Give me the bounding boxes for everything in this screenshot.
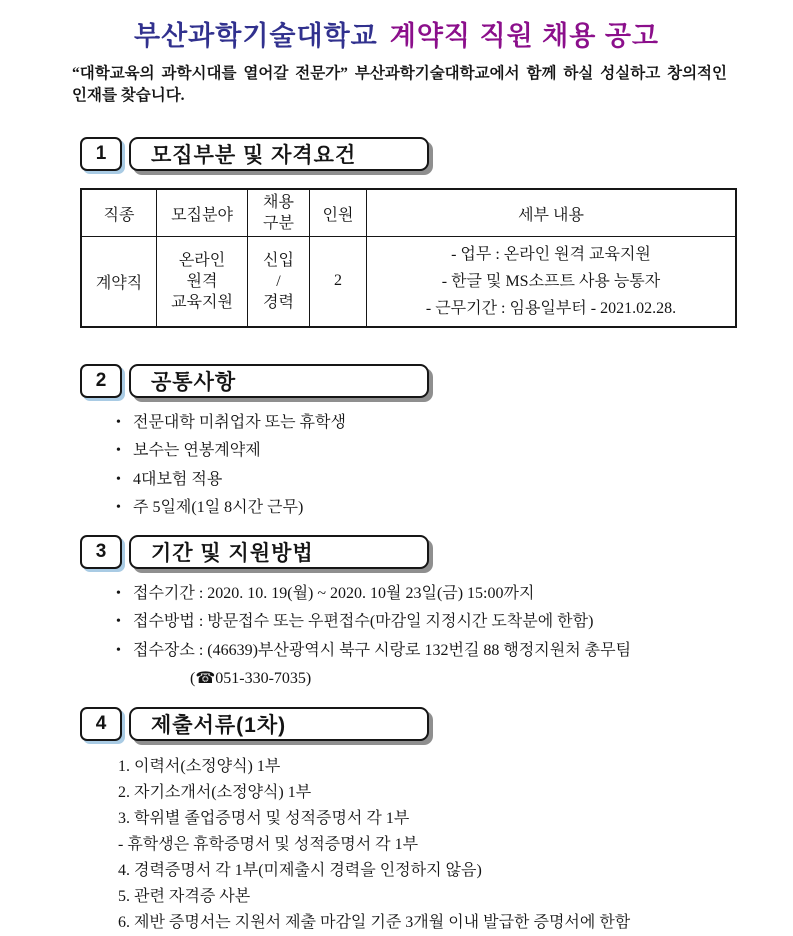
title-university: 부산과학기술대학교: [134, 21, 378, 51]
apply-items-list: [116, 580, 793, 666]
list-item: 5. 관련 자격증 사본: [118, 888, 251, 905]
section-3-heading: 기간 및 지원방법: [129, 535, 429, 569]
table-cell-count: 2: [310, 237, 367, 327]
list-item: • 접수기간 : 2020. 10. 19(월) ~ 2020. 10월 23일(금) 15:00까지: [116, 580, 793, 609]
bullet-icon: •: [116, 614, 121, 629]
section-3-number: 3: [80, 535, 122, 569]
table-cell-details: - 업무 : 온라인 원격 교육지원 - 한글 및 MS소프트 사용 능통자 - 근무기간 : 임용일부터 - 2021.02.28.: [367, 237, 737, 327]
common-items-list: [116, 409, 793, 523]
section-1-number: 1: [80, 137, 122, 171]
list-item: 2. 자기소개서(소정양식) 1부: [118, 784, 312, 801]
table-cell-job: 계약직: [81, 237, 157, 327]
bullet-icon: •: [116, 642, 121, 658]
bullet-icon: •: [116, 585, 121, 601]
table-cell-field: 온라인 원격 교육지원: [157, 237, 248, 327]
section-4-header: [80, 707, 793, 747]
list-item: • 접수장소 : (46639)부산광역시 북구 시랑로 132번길 88 행정지원처 총무팀: [116, 637, 793, 666]
table-header-job: 직종: [81, 189, 157, 237]
section-2-heading: 공통사항: [129, 364, 429, 398]
page-title: [0, 0, 793, 53]
bullet-icon: •: [116, 414, 121, 430]
list-item: • 접수방법 : 방문접수 또는 우편접수(마감일 지정시간 도착분에 한함): [116, 608, 793, 637]
list-item: • 주 5일제(1일 8시간 근무): [116, 494, 793, 523]
intro-text: “대학교육의 과학시대를 열어갈 전문가” 부산과학기술대학교에서 함께 하실 성실하고 창의적인 인재를 찾습니다.: [72, 65, 727, 104]
table-row: [81, 237, 736, 327]
table-cell-type: 신입 / 경력: [248, 237, 310, 327]
list-item: 4. 경력증명서 각 1부(미제출시 경력을 인정하지 않음): [118, 862, 482, 879]
section-3-header: [80, 535, 793, 575]
list-item: • 전문대학 미취업자 또는 휴학생: [116, 409, 793, 438]
list-item: • 4대보험 적용: [116, 466, 793, 495]
list-item: • 보수는 연봉계약제: [116, 437, 793, 466]
bullet-icon: •: [116, 500, 121, 515]
list-item: 1. 이력서(소정양식) 1부: [118, 758, 281, 775]
table-header-count: 인원: [310, 189, 367, 237]
section-4-number: 4: [80, 707, 122, 741]
bullet-icon: •: [116, 471, 121, 487]
title-notice: 계약직 직원 채용 공고: [389, 21, 659, 51]
bullet-icon: •: [116, 443, 121, 458]
documents-list: [118, 754, 793, 936]
section-2-number: 2: [80, 364, 122, 398]
section-1-header: [80, 137, 793, 177]
table-header-type: 채용 구분: [248, 189, 310, 237]
section-2-header: [80, 364, 793, 404]
table-header-row: [81, 189, 736, 237]
list-item: - 휴학생은 휴학증명서 및 성적증명서 각 1부: [118, 836, 419, 853]
recruitment-table: [80, 188, 737, 328]
section-4-heading: 제출서류(1차): [129, 707, 429, 741]
table-header-field: 모집분야: [157, 189, 248, 237]
section-1-heading: 모집부분 및 자격요건: [129, 137, 429, 171]
list-item: 6. 제반 증명서는 지원서 제출 마감일 기준 3개월 이내 발급한 증명서에 한함: [118, 914, 631, 931]
list-item: 3. 학위별 졸업증명서 및 성적증명서 각 1부: [118, 810, 410, 827]
phone-number: (☎051-330-7035): [190, 670, 312, 687]
table-header-details: 세부 내용: [367, 189, 737, 237]
